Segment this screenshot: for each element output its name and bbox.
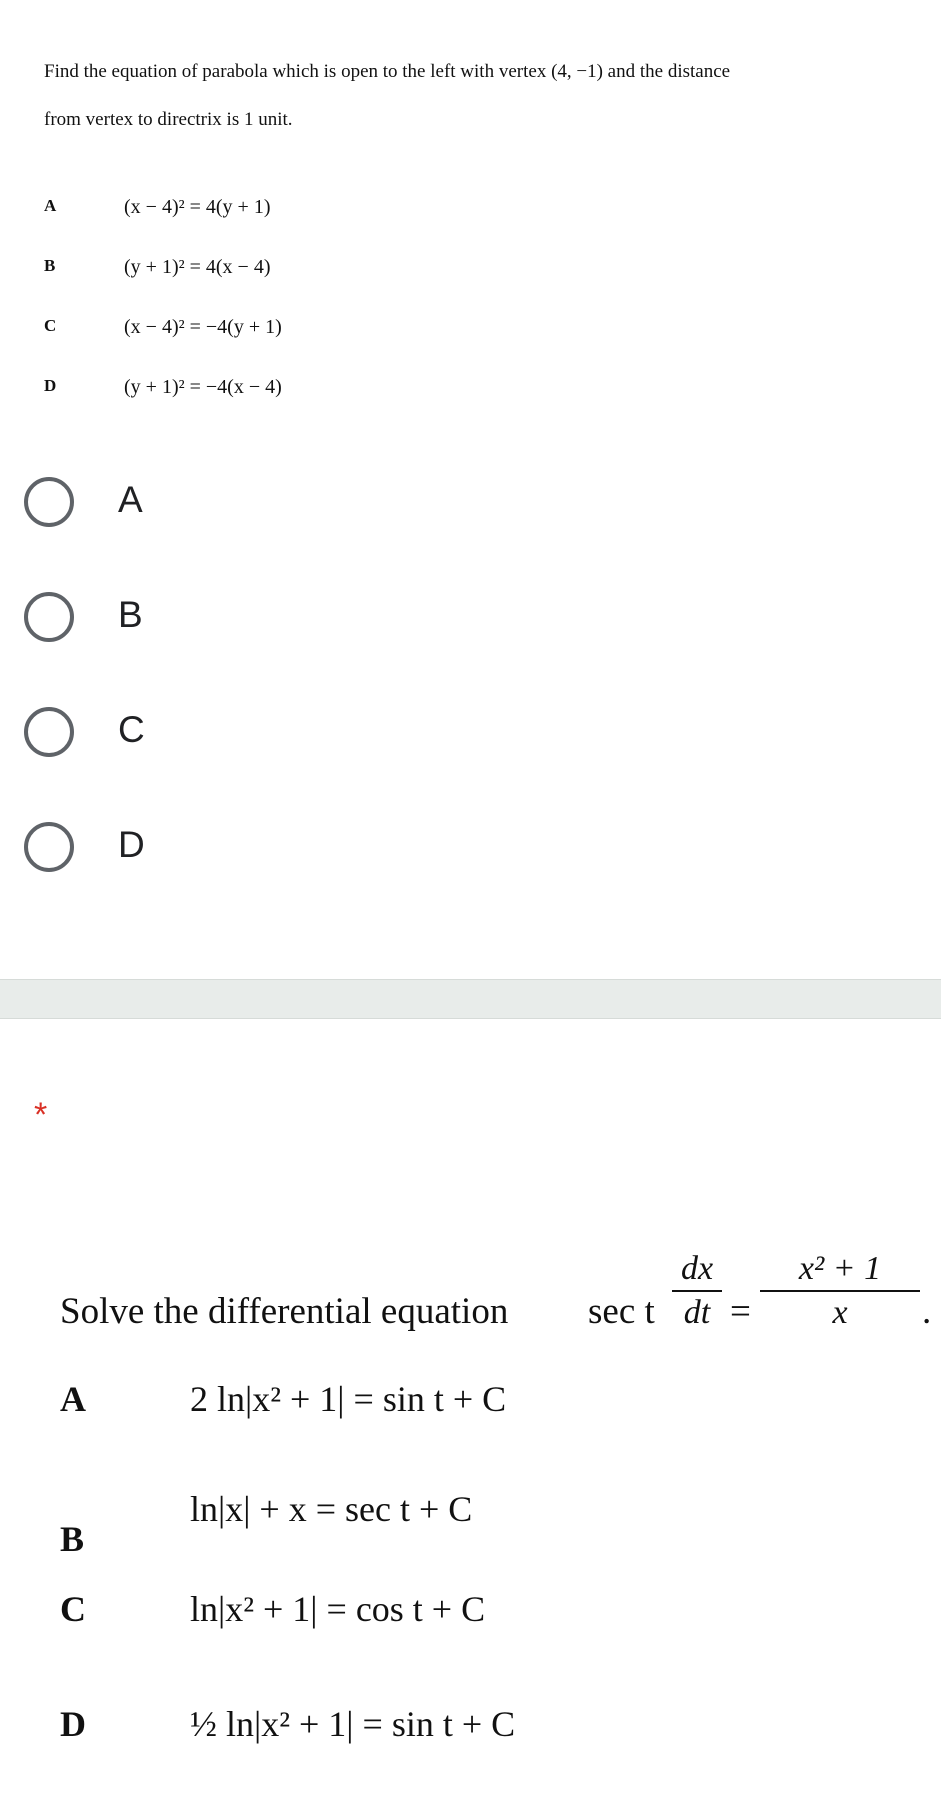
choice-d[interactable] — [24, 812, 884, 882]
section-divider — [0, 979, 941, 1019]
question-1-text — [44, 48, 904, 144]
fraction-bar — [672, 1290, 722, 1292]
derivative-numerator: dx — [680, 1250, 714, 1287]
fraction-bar — [760, 1290, 920, 1292]
q2-option-letter: C — [60, 1589, 86, 1629]
choice-a[interactable] — [24, 467, 884, 537]
derivative-fraction — [672, 1250, 722, 1332]
choice-label: A — [118, 479, 143, 520]
choice-label: D — [118, 824, 145, 865]
q2-option-expression: ln|x| + x = sec t + C — [190, 1489, 473, 1529]
q2-option-letter: A — [60, 1379, 86, 1419]
required-asterisk: * — [34, 1096, 48, 1134]
choice-label: B — [118, 594, 143, 635]
q1-option-letter: A — [44, 196, 57, 215]
rhs-numerator: x² + 1 — [798, 1250, 882, 1287]
q2-option-letter: B — [60, 1519, 85, 1559]
derivative-denominator: dt — [683, 1294, 711, 1331]
q1-option-expression: (x − 4)² = 4(y + 1) — [124, 196, 271, 218]
question-2-text: Solve the differential equation — [60, 1291, 509, 1332]
rhs-fraction — [760, 1250, 920, 1332]
equation-period: . — [922, 1291, 932, 1332]
choice-c[interactable] — [24, 697, 884, 767]
q1-option-letter: B — [44, 256, 56, 275]
equation-prefix: sec t — [588, 1291, 655, 1332]
choice-b[interactable] — [24, 582, 884, 652]
equals-sign: = — [730, 1291, 751, 1332]
q1-option-expression: (y + 1)² = −4(x − 4) — [124, 376, 282, 398]
question-1-line-2: from vertex to directrix is 1 unit. — [44, 109, 293, 130]
radio-button[interactable] — [24, 822, 74, 872]
radio-button[interactable] — [24, 477, 74, 527]
rhs-denominator: x — [832, 1294, 848, 1331]
q2-option-expression: ½ ln|x² + 1| = sin t + C — [190, 1704, 516, 1744]
q2-option-expression: ln|x² + 1| = cos t + C — [190, 1589, 486, 1629]
q1-option-letter: D — [44, 376, 57, 395]
q1-option-expression: (y + 1)² = 4(x − 4) — [124, 256, 271, 278]
question-2 — [60, 1250, 932, 1380]
q1-option-letter: C — [44, 316, 57, 335]
choice-label: C — [118, 709, 145, 750]
q2-option-expression: 2 ln|x² + 1| = sin t + C — [190, 1379, 507, 1419]
radio-button[interactable] — [24, 592, 74, 642]
radio-button[interactable] — [24, 707, 74, 757]
question-1-line-1: Find the equation of parabola which is open to the left with vertex (4, −1) and the distance — [44, 61, 731, 82]
q2-option-letter: D — [60, 1704, 86, 1744]
q1-option-expression: (x − 4)² = −4(y + 1) — [124, 316, 282, 338]
